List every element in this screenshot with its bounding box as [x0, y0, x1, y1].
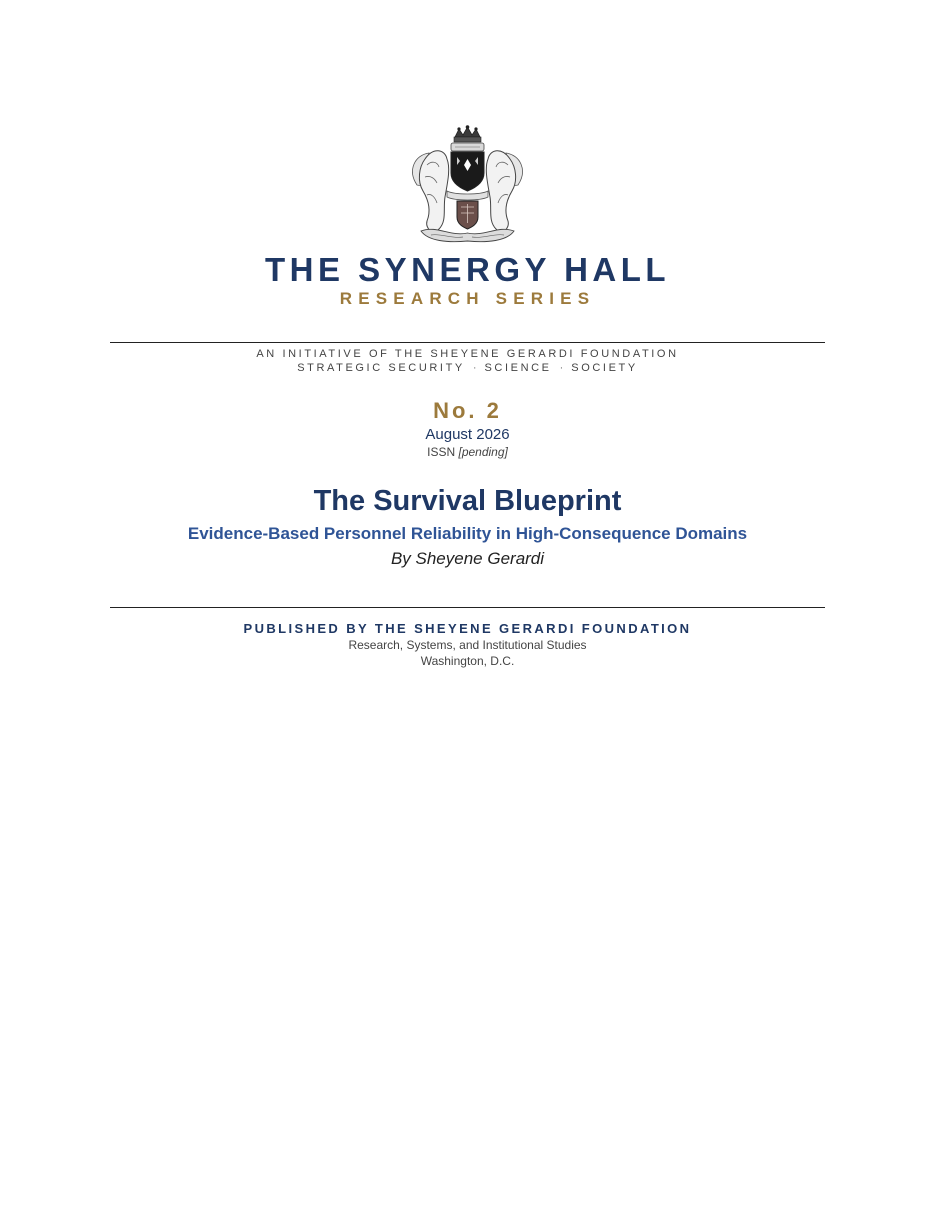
pillar-separator: ·: [472, 362, 477, 374]
issn-label: ISSN: [427, 445, 456, 459]
issue-number: No. 2: [433, 398, 502, 423]
publisher-department: Research, Systems, and Institutional Studies: [348, 638, 587, 652]
document-author: By Sheyene Gerardi: [390, 549, 545, 568]
pillar-separator: ·: [559, 362, 564, 374]
top-divider: [110, 342, 825, 343]
document-title: The Survival Blueprint: [313, 485, 622, 517]
pillar-science: SCIENCE: [484, 362, 552, 374]
issn-value: [pending]: [458, 445, 508, 459]
issn-line: [0, 445, 935, 459]
initiative-line: AN INITIATIVE OF THE SHEYENE GERARDI FOUNDATION: [256, 348, 679, 360]
pillars-line: [0, 362, 935, 375]
pillar-society: SOCIETY: [571, 362, 638, 374]
heraldic-crest-icon: [407, 125, 528, 244]
publisher-city: Washington, D.C.: [420, 654, 515, 668]
bottom-divider: [110, 607, 825, 608]
pillar-strategic-security: STRATEGIC SECURITY: [297, 362, 465, 374]
document-subtitle: Evidence-Based Personnel Reliability in High-Consequence Domains: [187, 524, 748, 543]
series-subtitle: RESEARCH SERIES: [339, 289, 596, 308]
issue-date: August 2026: [425, 426, 510, 443]
publisher-line: PUBLISHED BY THE SHEYENE GERARDI FOUNDATION: [243, 621, 692, 636]
series-title: THE SYNERGY HALL: [264, 251, 671, 288]
